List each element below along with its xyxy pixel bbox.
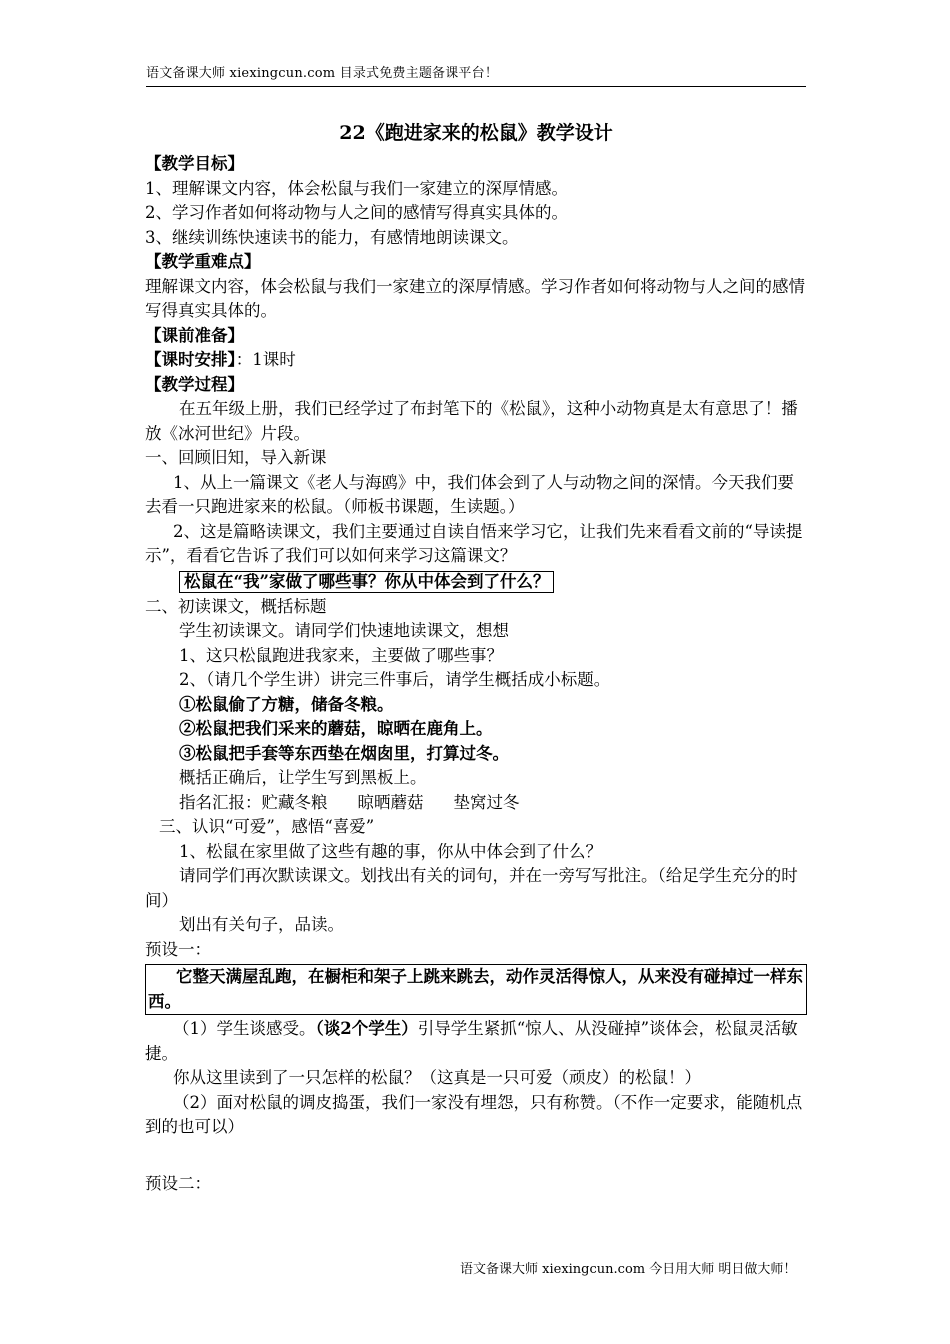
event-item: ②松鼠把我们采来的蘑菇，晾晒在鹿角上。	[179, 719, 493, 738]
page-title: 22《跑进家来的松鼠》教学设计	[339, 122, 613, 144]
schedule-value: ：1课时	[235, 350, 296, 369]
boxed-quote: 它整天满屋乱跑，在橱柜和架子上跳来跳去，动作灵活得惊人，从来没有碰掉过一样东西。	[145, 964, 807, 1015]
section-heading-goals: 【教学目标】	[145, 154, 244, 173]
paragraph: 你从这里读到了一只怎样的松鼠？（这真是一只可爱（顽皮）的松鼠！）	[173, 1068, 701, 1087]
document-body	[145, 112, 807, 1196]
page-header: 语文备课大师 xiexingcun.com 目录式免费主题备课平台！	[146, 62, 806, 87]
intro-paragraph: 在五年级上册，我们已经学过了布封笔下的《松鼠》，这种小动物真是太有意思了！播放《冰河世纪》片段。	[145, 399, 798, 443]
event-item: ①松鼠偷了方糖，储备冬粮。	[179, 694, 394, 714]
paragraph: 概括正确后，让学生写到黑板上。	[179, 768, 427, 787]
keypoints-text: 理解课文内容，体会松鼠与我们一家建立的深厚情感。学习作者如何将动物与人之间的感情写得真实具体的。	[145, 276, 805, 320]
preset-heading-2: 预设二：	[145, 1173, 211, 1193]
paragraph: 学生初读课文。请同学们快速地读课文，想想	[179, 621, 509, 640]
report-item: 垫窝过冬	[453, 792, 520, 812]
goal-item: 1、理解课文内容，体会松鼠与我们一家建立的深厚情感。	[145, 178, 568, 198]
report-line	[145, 791, 807, 816]
part-heading-2: 二、初读课文，概括标题	[145, 596, 327, 616]
goal-item: 2、学习作者如何将动物与人之间的感情写得真实具体的。	[145, 203, 568, 222]
paragraph: 划出有关句子，品读。	[179, 915, 344, 934]
paragraph	[145, 1017, 807, 1066]
section-heading-preparation: 【课前准备】	[145, 325, 244, 345]
boxed-question-line	[145, 569, 807, 595]
paragraph: （2）面对松鼠的调皮捣蛋，我们一家没有埋怨，只有称赞。（不作一定要求，能随机点到的也可以）	[145, 1092, 803, 1136]
response-text: （1）学生谈感受。	[173, 1019, 316, 1038]
response-text: 引导学生紧抓“惊人、从没碰掉”谈体会，松鼠灵活敏捷。	[145, 1019, 798, 1063]
report-label: 指名汇报：贮藏冬粮	[179, 792, 328, 812]
part-heading-3: 三、认识“可爱”，感悟“喜爱”	[159, 817, 375, 836]
goal-item: 3、继续训练快速读书的能力，有感情地朗读课文。	[145, 227, 519, 247]
paragraph: 请同学们再次默读课文。划找出有关的词句，并在一旁写写批注。（给足学生充分的时间）	[145, 866, 798, 910]
page-footer: 语文备课大师 xiexingcun.com 今日用大师 明日做大师！	[460, 1262, 797, 1277]
preset-heading-1: 预设一：	[145, 939, 211, 959]
boxed-question: 松鼠在“我”家做了哪些事？你从中体会到了什么？	[179, 571, 554, 593]
section-heading-process: 【教学过程】	[145, 374, 244, 394]
report-item: 晾晒蘑菇	[357, 792, 424, 812]
paragraph: 1、从上一篇课文《老人与海鸥》中，我们体会到了人与动物之间的深情。今天我们要去看一只跑进家来的松鼠。（师板书课题，生读题。）	[145, 472, 794, 516]
response-emphasis: （谈2个学生）	[315, 1019, 418, 1038]
paragraph: 2、这是篇略读课文，我们主要通过自读自悟来学习它，让我们先来看看文前的“导读提示”，看看它告诉了我们可以如何来学习这篇课文？	[145, 521, 803, 565]
paragraph: 1、松鼠在家里做了这些有趣的事，你从中体会到了什么？	[179, 841, 602, 861]
section-schedule	[145, 348, 807, 373]
paragraph: 1、这只松鼠跑进我家来，主要做了哪些事？	[179, 645, 503, 665]
event-item: ③松鼠把手套等东西垫在烟囱里，打算过冬。	[179, 743, 509, 763]
paragraph: 2、（请几个学生讲）讲完三件事后，请学生概括成小标题。	[179, 670, 611, 689]
section-heading-keypoints: 【教学重难点】	[145, 252, 261, 271]
section-heading-schedule: 【课时安排】	[145, 350, 236, 369]
part-heading-1: 一、回顾旧知，导入新课	[145, 448, 327, 467]
